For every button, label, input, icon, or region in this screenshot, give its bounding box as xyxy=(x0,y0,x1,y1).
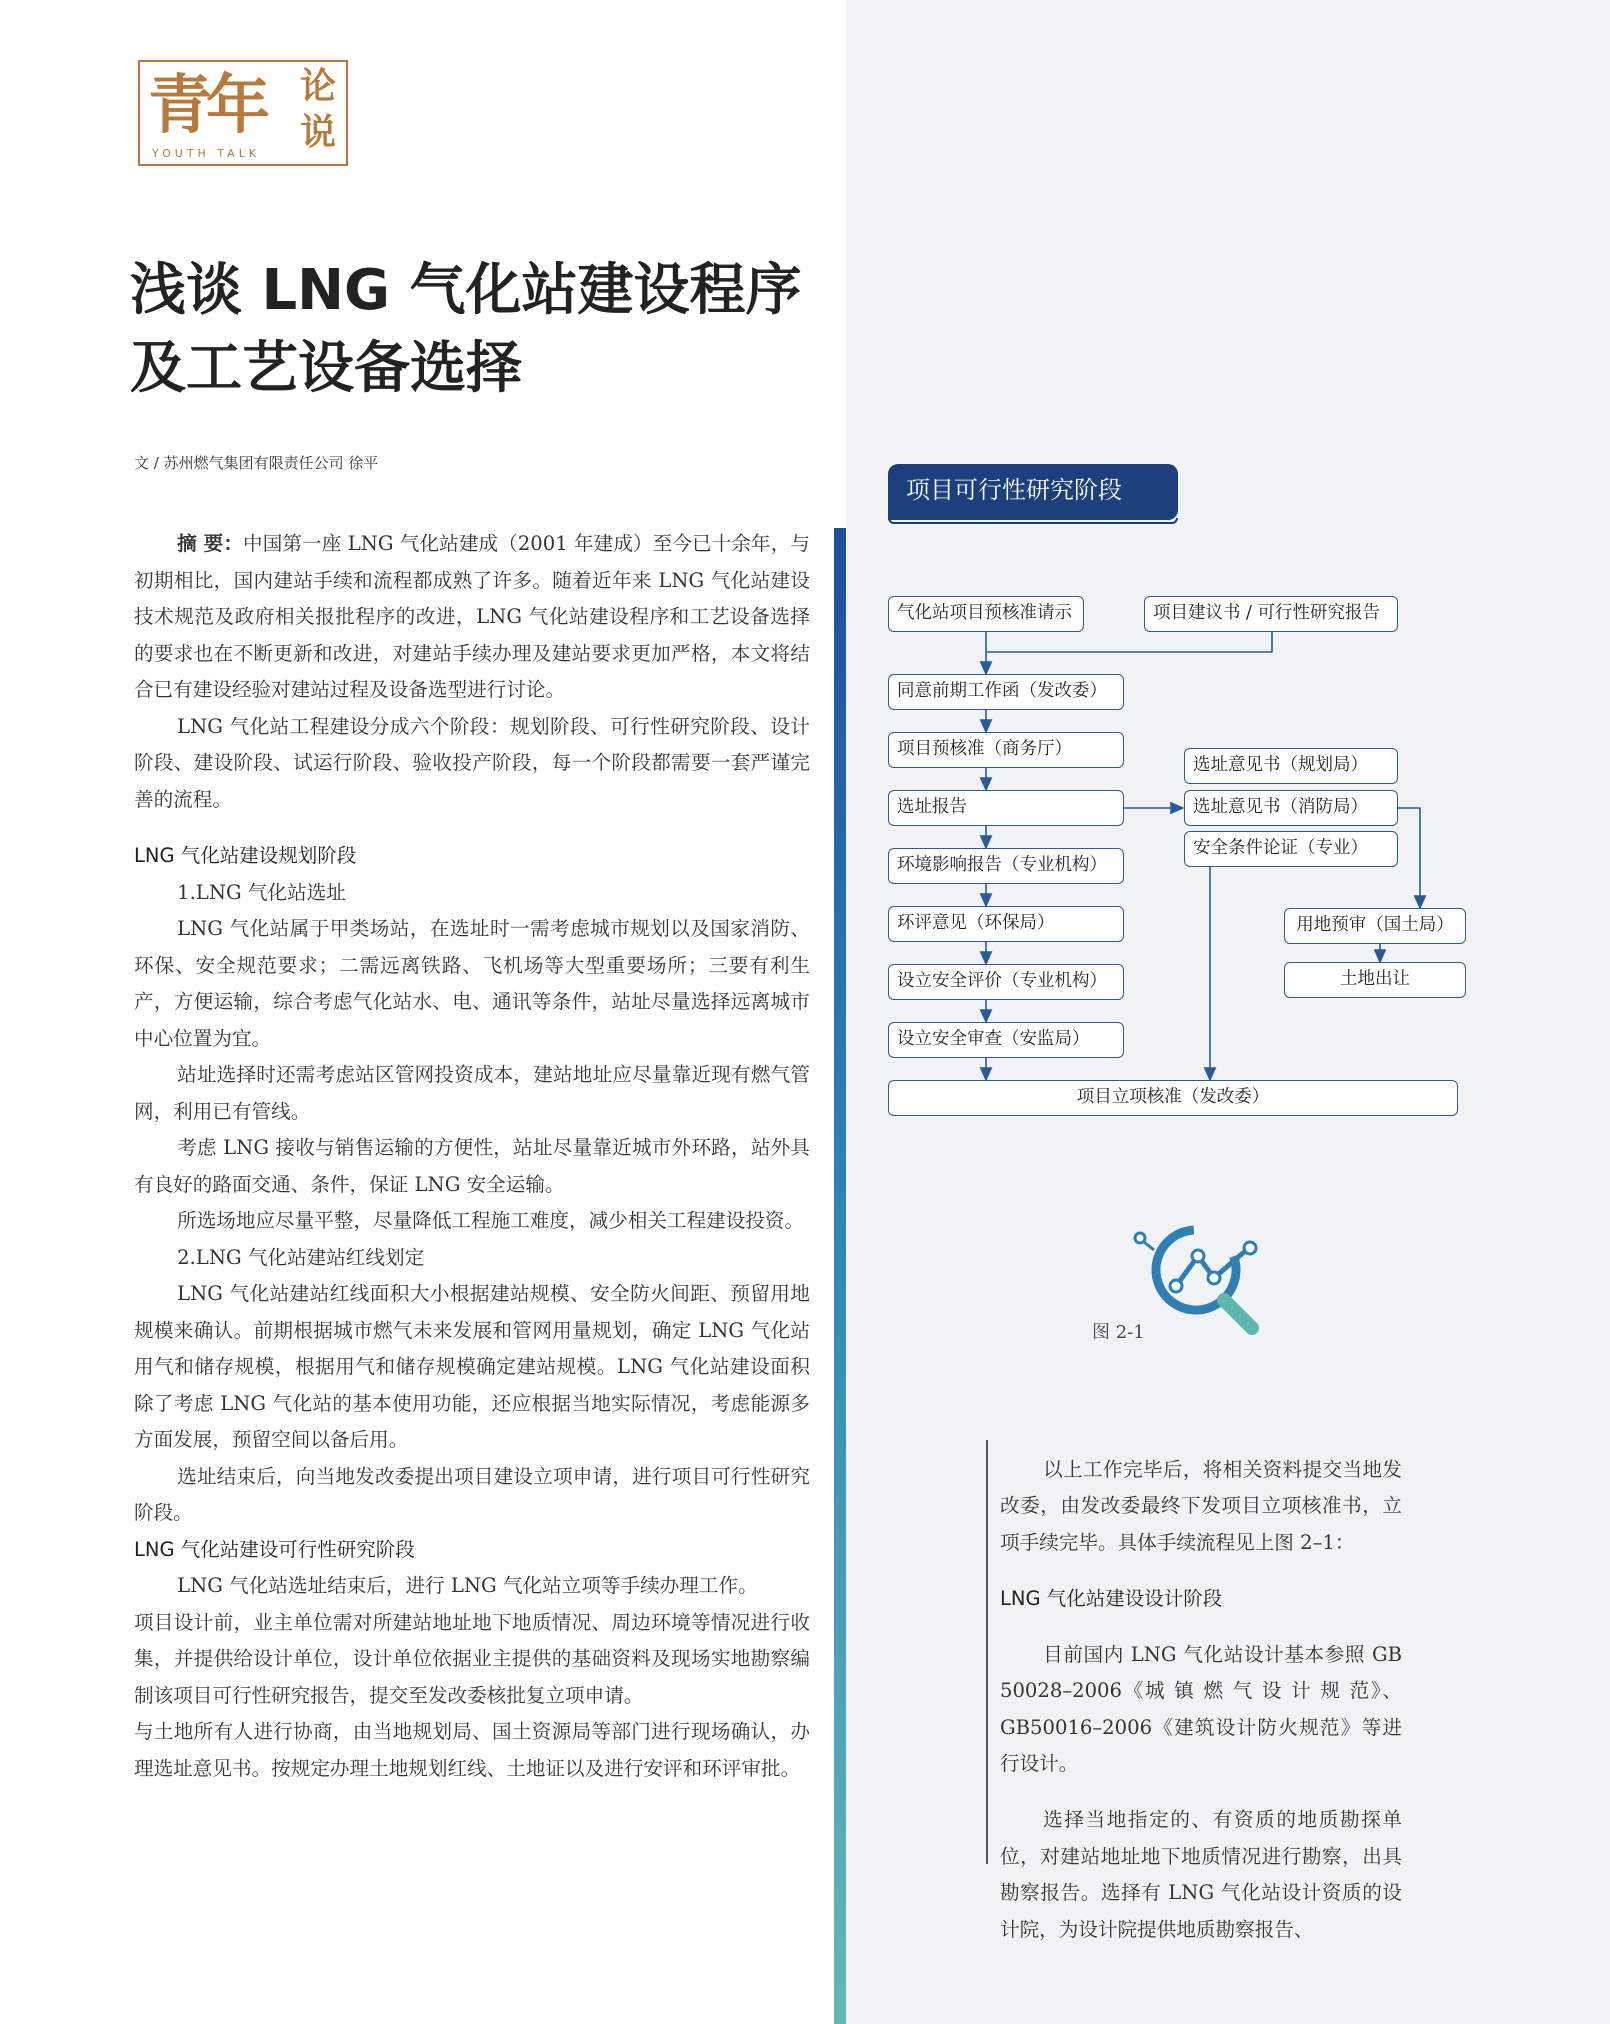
logo-side-text xyxy=(296,64,340,156)
abstract-text: 中国第一座 LNG 气化站建成（2001 年建成）至今已十余年，与初期相比，国内建站手续和流程都成熟了许多。随着近年来 LNG 气化站建设技术规范及政府相关报批程序的改进，LNG 气化站建设程序和工艺设备选择的要求也在不断更新和改进，对建站手续办理及建站要求更加严格，本文将结合已有建设经验对建站过程及设备选型进行讨论。 xyxy=(134,532,810,701)
paragraph: 所选场地应尽量平整，尽量降低工程施工难度，减少相关工程建设投资。 xyxy=(177,1209,805,1232)
flow-box-environment-report: 环境影响报告（专业机构） xyxy=(888,848,1124,884)
flowchart xyxy=(880,590,1480,1120)
paragraph: LNG 气化站建站红线面积大小根据建站规模、安全防火间距、预留用地规模来确认。前期根据城市燃气未来发展和管网用量规划，确定 LNG 气化站用气和储存规模，根据用气和储存规模确定建站规模。LNG 气化站建设面积除了考虑 LNG 气化站的基本使用功能，还应根据当地实际情况，考虑能源多方面发展，预留空间以备后用。 xyxy=(134,1282,810,1451)
logo-side-bottom: 说 xyxy=(299,112,336,153)
author-line: 文 / 苏州燃气集团有限责任公司 徐平 xyxy=(134,454,379,472)
right-column-rule xyxy=(986,1440,988,1864)
flow-box-safety-review: 设立安全审查（安监局） xyxy=(888,1022,1124,1058)
subheading-red-line: 2.LNG 气化站建站红线划定 xyxy=(177,1245,425,1269)
paragraph: LNG 气化站属于甲类场站，在选址时一需考虑城市规划以及国家消防、环保、安全规范要求；二需远离铁路、飞机场等大型重要场所；三要有利生产，方便运输，综合考虑气化站水、电、通讯等条件，站址尽量选择远离城市中心位置为宜。 xyxy=(134,917,810,1050)
section-heading-feasibility: LNG 气化站建设可行性研究阶段 xyxy=(134,1537,415,1561)
figure-caption: 图 2-1 xyxy=(1092,1322,1145,1343)
left-column xyxy=(134,526,810,1787)
accent-bar xyxy=(834,528,846,2024)
flow-box-safety-conditions: 安全条件论证（专业） xyxy=(1184,831,1398,867)
flow-box-land-pre-review: 用地预审（国土局） xyxy=(1284,908,1466,944)
title-line-1: 浅谈 LNG 气化站建设程序 xyxy=(130,258,802,323)
section-heading-planning: LNG 气化站建设规划阶段 xyxy=(134,844,357,867)
section-heading-design: LNG 气化站建设设计阶段 xyxy=(1000,1586,1223,1610)
logo-side-top: 论 xyxy=(299,66,336,107)
paragraph: 目前国内 LNG 气化站设计基本参照 GB 50028–2006《城 镇 燃 气 设 计 规 范》、GB50016–2006《建筑设计防火规范》等进行设计。 xyxy=(1000,1642,1402,1776)
subheading-site-selection: 1.LNG 气化站选址 xyxy=(177,880,346,904)
youth-talk-logo xyxy=(138,60,348,166)
flow-box-preliminary-consent: 同意前期工作函（发改委） xyxy=(888,674,1124,710)
flow-box-land-transfer: 土地出让 xyxy=(1284,962,1466,998)
paragraph: 项目设计前，业主单位需对所建站地址地下地质情况、周边环境等情况进行收集，并提供给设计单位，设计单位依据业主提供的基础资料及现场实地勘察编制该项目可行性研究报告，提交至发改委核批复立项申请。 xyxy=(134,1610,810,1707)
flow-box-project-approval: 项目立项核准（发改委） xyxy=(888,1080,1458,1116)
flow-box-site-opinion-fire: 选址意见书（消防局） xyxy=(1184,790,1398,826)
paragraph: 选择当地指定的、有资质的地质勘探单位，对建站地址地下地质情况进行勘察，出具勘察报告。选择有 LNG 气化站设计资质的设计院，为设计院提供地质勘察报告、 xyxy=(1000,1808,1402,1941)
paragraph: 以上工作完毕后，将相关资料提交当地发改委，由发改委最终下发项目立项核准书，立项手续完毕。具体手续流程见上图 2–1： xyxy=(1000,1457,1402,1554)
paragraph: 考虑 LNG 接收与销售运输的方便性，站址尽量靠近城市外环路，站外具有良好的路面交通、条件，保证 LNG 安全运输。 xyxy=(134,1136,810,1196)
abstract-label: 摘 要： xyxy=(177,532,244,555)
stage-title-tab: 项目可行性研究阶段 xyxy=(888,464,1178,520)
title-line-2: 及工艺设备选择 xyxy=(130,336,522,401)
article-title xyxy=(130,252,830,408)
flow-box-pre-approval-request: 气化站项目预核准请示 xyxy=(888,596,1084,632)
intro-paragraph: LNG 气化站工程建设分成六个阶段：规划阶段、可行性研究阶段、设计阶段、建设阶段、试运行阶段、验收投产阶段，每一个阶段都需要一套严谨完善的流程。 xyxy=(134,714,810,811)
stage-title-underline xyxy=(888,518,1178,524)
logo-subtitle: YOUTH TALK xyxy=(152,147,261,160)
paragraph: LNG 气化站选址结束后，进行 LNG 气化站立项等手续办理工作。 xyxy=(177,1574,758,1597)
paragraph: 与土地所有人进行协商，由当地规划局、国土资源局等部门进行现场确认，办理选址意见书。按规定办理土地规划红线、土地证以及进行安评和环评审批。 xyxy=(134,1720,810,1780)
flow-box-safety-evaluation: 设立安全评价（专业机构） xyxy=(888,964,1124,1000)
spacer xyxy=(134,818,810,838)
flow-box-site-report: 选址报告 xyxy=(888,790,1124,826)
logo-main-text: 青年 xyxy=(148,69,264,143)
magnifier-chart-icon xyxy=(1126,1216,1266,1340)
flow-box-environment-opinion: 环评意见（环保局） xyxy=(888,906,1124,942)
flow-box-site-opinion-planning: 选址意见书（规划局） xyxy=(1184,748,1398,784)
paragraph: 选址结束后，向当地发改委提出项目建设立项申请，进行项目可行性研究阶段。 xyxy=(134,1464,810,1524)
paragraph: 站址选择时还需考虑站区管网投资成本，建站地址应尽量靠近现有燃气管网，利用已有管线。 xyxy=(134,1063,810,1123)
abstract xyxy=(134,526,810,709)
flow-box-proposal-report: 项目建议书 / 可行性研究报告 xyxy=(1144,596,1398,632)
flow-box-pre-approval-commerce: 项目预核准（商务厅） xyxy=(888,732,1124,768)
right-column xyxy=(1000,1432,1402,1968)
